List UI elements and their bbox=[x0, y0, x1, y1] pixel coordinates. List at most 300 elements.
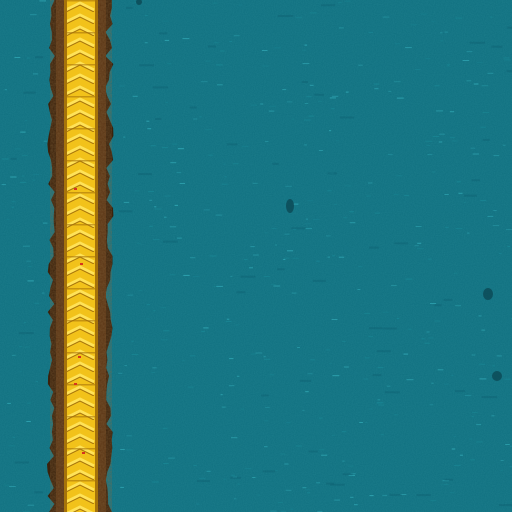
water-ripple bbox=[9, 445, 15, 446]
water-ripple bbox=[473, 154, 479, 155]
water-ripple bbox=[2, 184, 6, 185]
water-shade bbox=[159, 32, 167, 34]
water-ripple bbox=[5, 89, 7, 90]
water-ripple bbox=[388, 91, 391, 92]
water-ripple bbox=[432, 21, 436, 22]
belt-item-marker bbox=[74, 383, 77, 385]
water-ripple bbox=[170, 162, 176, 163]
water-shade bbox=[373, 374, 382, 376]
water-ripple bbox=[440, 40, 443, 41]
water-ripple bbox=[135, 190, 140, 191]
water-ripple bbox=[133, 96, 138, 97]
water-ripple bbox=[345, 185, 352, 186]
water-ripple bbox=[265, 141, 269, 142]
belt-seam bbox=[67, 96, 95, 98]
water-shade bbox=[499, 504, 512, 506]
water-ripple bbox=[493, 365, 495, 366]
water-ripple bbox=[332, 435, 335, 436]
water-ripple bbox=[305, 223, 310, 224]
water-ripple bbox=[147, 128, 151, 129]
water-ripple bbox=[487, 73, 493, 74]
water-shade bbox=[163, 241, 178, 243]
rock-icon bbox=[483, 288, 493, 300]
water-ripple bbox=[123, 137, 125, 138]
water-shade bbox=[24, 92, 36, 94]
transport-belt-icon[interactable] bbox=[64, 0, 98, 512]
water-ripple bbox=[213, 286, 215, 287]
water-ripple bbox=[387, 386, 391, 387]
water-ripple bbox=[342, 431, 347, 432]
belt-seam bbox=[67, 288, 95, 290]
water-ripple bbox=[348, 466, 354, 467]
water-ripple bbox=[421, 14, 428, 15]
water-ripple bbox=[417, 248, 423, 249]
water-ripple bbox=[499, 253, 502, 254]
water-ripple bbox=[170, 226, 176, 227]
water-ripple bbox=[405, 279, 412, 280]
water-ripple bbox=[163, 428, 168, 429]
water-ripple bbox=[394, 414, 397, 415]
belt-seam bbox=[67, 384, 95, 386]
water-ripple bbox=[374, 88, 378, 89]
water-ripple bbox=[329, 130, 331, 131]
water-ripple bbox=[344, 367, 349, 368]
water-ripple bbox=[305, 391, 309, 392]
belt-seam bbox=[67, 448, 95, 450]
water-ripple bbox=[383, 17, 390, 18]
water-ripple bbox=[227, 319, 230, 320]
water-ripple bbox=[262, 66, 268, 67]
water-ripple bbox=[210, 256, 217, 257]
water-ripple bbox=[222, 407, 226, 408]
rock-icon bbox=[492, 371, 502, 381]
water-ripple bbox=[264, 420, 268, 421]
water-shade bbox=[435, 304, 442, 306]
water-ripple bbox=[363, 379, 368, 380]
water-ripple bbox=[20, 182, 26, 183]
water-ripple bbox=[175, 205, 178, 206]
water-ripple bbox=[382, 495, 387, 496]
water-ripple bbox=[15, 148, 21, 149]
water-ripple bbox=[304, 120, 311, 121]
water-ripple bbox=[408, 329, 411, 330]
water-ripple bbox=[444, 384, 449, 385]
water-shade bbox=[230, 477, 241, 479]
water-ripple bbox=[302, 487, 306, 488]
water-ripple bbox=[216, 64, 223, 65]
water-ripple bbox=[460, 455, 463, 456]
water-ripple bbox=[394, 194, 399, 195]
water-ripple bbox=[251, 105, 258, 106]
water-ripple bbox=[163, 463, 168, 464]
water-shade bbox=[377, 350, 391, 352]
belt-item-marker bbox=[80, 263, 83, 265]
water-ripple bbox=[310, 359, 315, 360]
water-ripple bbox=[34, 303, 39, 304]
water-ripple bbox=[275, 470, 277, 471]
water-ripple bbox=[151, 145, 156, 146]
water-ripple bbox=[292, 119, 294, 120]
water-ripple bbox=[507, 246, 510, 247]
water-ripple bbox=[368, 32, 373, 33]
water-ripple bbox=[155, 209, 162, 210]
water-ripple bbox=[365, 357, 370, 358]
water-ripple bbox=[305, 103, 308, 104]
water-ripple bbox=[467, 80, 472, 81]
water-shade bbox=[15, 462, 29, 464]
water-ripple bbox=[339, 257, 344, 258]
water-ripple bbox=[439, 134, 445, 135]
water-ripple bbox=[450, 492, 455, 493]
water-ripple bbox=[226, 321, 232, 322]
water-ripple bbox=[471, 148, 476, 149]
water-ripple bbox=[447, 64, 450, 65]
water-ripple bbox=[287, 250, 293, 251]
water-ripple bbox=[162, 147, 168, 148]
water-ripple bbox=[483, 112, 490, 113]
water-ripple bbox=[306, 489, 311, 490]
water-ripple bbox=[119, 86, 125, 87]
water-shade bbox=[227, 143, 238, 145]
water-ripple bbox=[331, 108, 334, 109]
water-ripple bbox=[180, 183, 185, 184]
water-ripple bbox=[345, 1, 350, 2]
water-ripple bbox=[287, 101, 292, 102]
water-ripple bbox=[230, 276, 232, 277]
water-ripple bbox=[346, 92, 349, 93]
water-ripple bbox=[339, 27, 344, 28]
water-ripple bbox=[330, 97, 336, 98]
belt-seam bbox=[67, 256, 95, 258]
water-ripple bbox=[474, 84, 479, 85]
water-ripple bbox=[199, 116, 201, 117]
water-ripple bbox=[357, 289, 360, 290]
water-ripple bbox=[221, 394, 223, 395]
water-ripple bbox=[26, 421, 31, 422]
water-ripple bbox=[472, 355, 476, 356]
water-ripple bbox=[182, 360, 185, 361]
water-ripple bbox=[166, 102, 169, 103]
water-ripple bbox=[350, 222, 356, 223]
water-ripple bbox=[241, 409, 244, 410]
water-ripple bbox=[286, 490, 292, 491]
water-ripple bbox=[501, 470, 503, 471]
belt-seam bbox=[67, 32, 95, 34]
water-ripple bbox=[479, 315, 482, 316]
water-ripple bbox=[251, 354, 256, 355]
water-ripple bbox=[463, 60, 470, 61]
water-ripple bbox=[394, 81, 401, 82]
water-ripple bbox=[469, 439, 472, 440]
water-ripple bbox=[470, 459, 475, 460]
water-ripple bbox=[415, 245, 419, 246]
water-shade bbox=[126, 7, 133, 9]
water-ripple bbox=[304, 144, 307, 145]
water-ripple bbox=[415, 69, 421, 70]
water-ripple bbox=[433, 136, 440, 137]
water-ripple bbox=[336, 140, 339, 141]
water-ripple bbox=[39, 0, 46, 1]
water-ripple bbox=[309, 116, 314, 117]
water-ripple bbox=[2, 159, 9, 160]
water-ripple bbox=[302, 410, 304, 411]
water-ripple bbox=[152, 367, 156, 368]
water-ripple bbox=[383, 312, 389, 313]
water-ripple bbox=[131, 341, 134, 342]
water-shade bbox=[197, 480, 210, 482]
water-ripple bbox=[458, 193, 462, 194]
water-ripple bbox=[435, 321, 441, 322]
water-ripple bbox=[194, 465, 197, 466]
water-ripple bbox=[126, 449, 133, 450]
water-ripple bbox=[342, 341, 345, 342]
water-ripple bbox=[334, 500, 340, 501]
water-shade bbox=[302, 81, 308, 83]
water-ripple bbox=[319, 418, 323, 419]
water-ripple bbox=[128, 295, 134, 296]
water-shade bbox=[190, 107, 197, 109]
water-ripple bbox=[28, 505, 34, 506]
water-ripple bbox=[252, 477, 255, 478]
water-ripple bbox=[12, 201, 16, 202]
water-shade bbox=[321, 4, 335, 6]
water-ripple bbox=[201, 81, 208, 82]
water-ripple bbox=[262, 50, 268, 51]
water-ripple bbox=[151, 372, 155, 373]
water-ripple bbox=[235, 325, 238, 326]
water-ripple bbox=[188, 387, 194, 388]
water-ripple bbox=[253, 183, 258, 184]
water-ripple bbox=[44, 141, 48, 142]
water-ripple bbox=[7, 403, 11, 404]
water-ripple bbox=[283, 259, 285, 260]
water-ripple bbox=[30, 14, 37, 15]
water-ripple bbox=[493, 210, 496, 211]
belt-seam bbox=[67, 416, 95, 418]
water-ripple bbox=[303, 63, 310, 64]
water-ripple bbox=[284, 464, 288, 465]
water-ripple bbox=[307, 492, 310, 493]
water-ripple bbox=[43, 223, 48, 224]
water-ripple bbox=[425, 343, 430, 344]
water-ripple bbox=[139, 290, 142, 291]
water-ripple bbox=[405, 47, 412, 48]
water-ripple bbox=[10, 177, 16, 178]
water-ripple bbox=[205, 129, 212, 130]
water-ripple bbox=[378, 405, 384, 406]
water-ripple bbox=[201, 331, 205, 332]
water-ripple bbox=[397, 98, 404, 99]
water-ripple bbox=[238, 484, 240, 485]
water-ripple bbox=[234, 498, 236, 499]
water-ripple bbox=[13, 437, 15, 438]
water-ripple bbox=[183, 275, 189, 276]
water-ripple bbox=[397, 175, 403, 176]
water-ripple bbox=[480, 378, 487, 379]
belt-seam bbox=[67, 192, 95, 194]
water-ripple bbox=[438, 369, 444, 370]
water-shade bbox=[455, 390, 465, 392]
water-ripple bbox=[164, 196, 170, 197]
water-shade bbox=[340, 117, 354, 119]
water-ripple bbox=[163, 330, 169, 331]
water-ripple bbox=[132, 354, 139, 355]
water-ripple bbox=[28, 280, 34, 281]
water-ripple bbox=[332, 375, 339, 376]
water-ripple bbox=[193, 276, 199, 277]
water-ripple bbox=[207, 471, 211, 472]
water-ripple bbox=[378, 367, 384, 368]
water-ripple bbox=[146, 121, 149, 122]
water-ripple bbox=[455, 18, 462, 19]
water-ripple bbox=[456, 228, 463, 229]
water-ripple bbox=[334, 204, 337, 205]
water-ripple bbox=[196, 504, 199, 505]
water-ripple bbox=[231, 475, 235, 476]
belt-seam bbox=[67, 352, 95, 354]
water-ripple bbox=[118, 373, 122, 374]
water-ripple bbox=[426, 145, 430, 146]
water-ripple bbox=[275, 245, 277, 246]
water-ripple bbox=[149, 226, 153, 227]
water-ripple bbox=[370, 495, 374, 496]
water-ripple bbox=[164, 217, 167, 218]
water-ripple bbox=[430, 303, 436, 304]
rock-icon bbox=[286, 199, 294, 213]
belt-seam bbox=[67, 224, 95, 226]
water-ripple bbox=[454, 465, 461, 466]
water-ripple bbox=[278, 502, 283, 503]
water-ripple bbox=[224, 479, 226, 480]
water-ripple bbox=[33, 174, 39, 175]
belt-seam bbox=[67, 160, 95, 162]
water-ripple bbox=[425, 141, 432, 142]
water-ripple bbox=[506, 229, 512, 230]
water-ripple bbox=[6, 219, 9, 220]
water-shade bbox=[313, 280, 326, 282]
water-ripple bbox=[216, 286, 223, 287]
water-ripple bbox=[274, 47, 281, 48]
water-shade bbox=[507, 27, 512, 29]
water-ripple bbox=[451, 375, 453, 376]
water-ripple bbox=[480, 127, 486, 128]
water-ripple bbox=[428, 259, 432, 260]
water-ripple bbox=[378, 399, 381, 400]
water-ripple bbox=[292, 293, 297, 294]
water-shade bbox=[483, 139, 490, 141]
water-ripple bbox=[154, 206, 156, 207]
water-ripple bbox=[170, 274, 176, 275]
water-ripple bbox=[440, 32, 443, 33]
water-ripple bbox=[444, 194, 448, 195]
water-ripple bbox=[206, 61, 211, 62]
water-ripple bbox=[505, 444, 510, 445]
water-ripple bbox=[426, 58, 431, 59]
water-ripple bbox=[344, 217, 347, 218]
water-ripple bbox=[269, 111, 275, 112]
water-ripple bbox=[457, 181, 461, 182]
water-ripple bbox=[270, 106, 276, 107]
water-ripple bbox=[302, 50, 306, 51]
water-ripple bbox=[224, 176, 226, 177]
water-ripple bbox=[332, 255, 335, 256]
water-ripple bbox=[472, 416, 474, 417]
water-ripple bbox=[332, 319, 338, 320]
water-ripple bbox=[137, 243, 141, 244]
water-ripple bbox=[465, 395, 471, 396]
water-shade bbox=[19, 332, 34, 334]
water-ripple bbox=[430, 404, 434, 405]
water-ripple bbox=[20, 371, 22, 372]
water-ripple bbox=[33, 73, 38, 74]
water-ripple bbox=[305, 228, 312, 229]
water-ripple bbox=[464, 202, 466, 203]
water-ripple bbox=[297, 347, 300, 348]
water-ripple bbox=[391, 285, 397, 286]
water-ripple bbox=[284, 234, 289, 235]
water-ripple bbox=[318, 101, 322, 102]
belt-seam bbox=[67, 480, 95, 482]
water-ripple bbox=[427, 154, 432, 155]
water-ripple bbox=[428, 337, 433, 338]
water-ripple bbox=[234, 35, 240, 36]
water-ripple bbox=[493, 225, 499, 226]
water-ripple bbox=[364, 313, 370, 314]
water-ripple bbox=[306, 96, 311, 97]
water-ripple bbox=[253, 255, 259, 256]
water-ripple bbox=[25, 120, 27, 121]
water-ripple bbox=[332, 96, 338, 97]
water-ripple bbox=[467, 51, 473, 52]
water-shade bbox=[155, 118, 161, 120]
water-ripple bbox=[480, 200, 486, 201]
water-ripple bbox=[454, 273, 458, 274]
water-shade bbox=[491, 46, 502, 48]
water-ripple bbox=[447, 65, 449, 66]
water-ripple bbox=[223, 164, 225, 165]
water-ripple bbox=[477, 62, 483, 63]
water-ripple bbox=[264, 356, 266, 357]
water-ripple bbox=[120, 449, 125, 450]
water-ripple bbox=[366, 196, 371, 197]
water-ripple bbox=[445, 32, 448, 33]
water-ripple bbox=[416, 226, 422, 227]
water-ripple bbox=[193, 119, 197, 120]
water-ripple bbox=[229, 41, 232, 42]
water-ripple bbox=[368, 183, 373, 184]
water-ripple bbox=[177, 238, 182, 239]
water-shade bbox=[300, 380, 311, 382]
water-ripple bbox=[250, 246, 254, 247]
water-ripple bbox=[22, 176, 25, 177]
water-ripple bbox=[220, 51, 225, 52]
water-ripple bbox=[407, 379, 414, 380]
water-ripple bbox=[213, 3, 218, 4]
water-ripple bbox=[422, 338, 425, 339]
water-ripple bbox=[316, 482, 320, 483]
water-shade bbox=[369, 247, 379, 249]
belt-item-marker bbox=[74, 188, 77, 190]
water-shade bbox=[138, 173, 152, 175]
water-ripple bbox=[397, 318, 399, 319]
water-ripple bbox=[9, 486, 16, 487]
water-ripple bbox=[497, 355, 502, 356]
water-shade bbox=[278, 15, 293, 17]
water-ripple bbox=[395, 43, 400, 44]
water-ripple bbox=[365, 422, 367, 423]
water-ripple bbox=[310, 12, 317, 13]
water-ripple bbox=[354, 504, 358, 505]
